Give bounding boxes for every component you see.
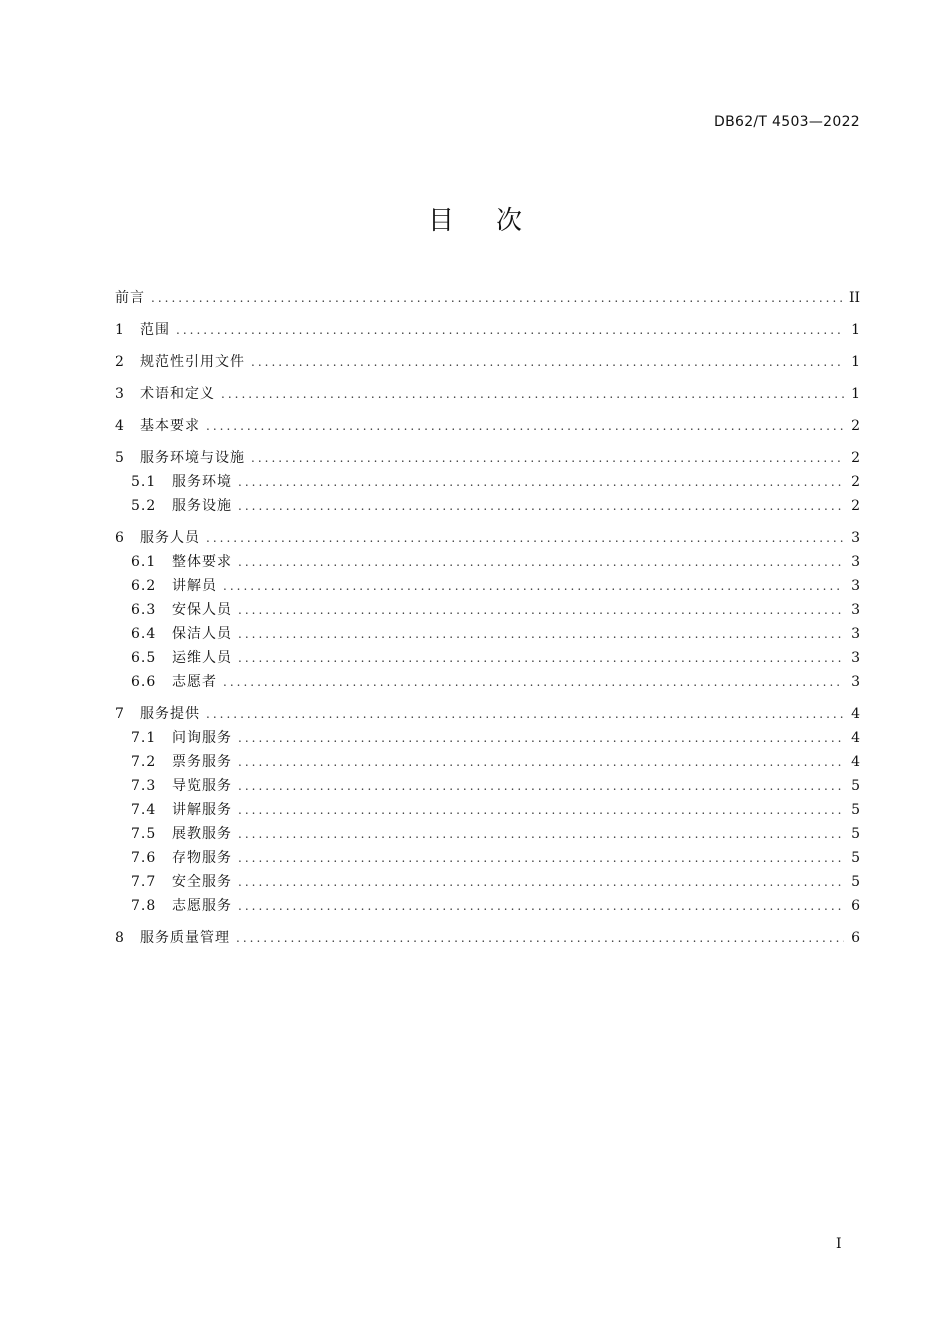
toc-entry-number: 2	[115, 354, 124, 370]
toc-entry-label: 服务人员	[140, 530, 200, 546]
toc-dot-leader	[238, 550, 844, 574]
toc-entry-page: 2	[851, 474, 860, 490]
toc-entry[interactable]	[115, 574, 860, 598]
toc-dot-leader	[223, 670, 844, 694]
toc-entry-label: 讲解服务	[172, 802, 232, 818]
toc-entry-label: 安保人员	[172, 602, 232, 618]
toc-entry-page: 3	[851, 626, 860, 642]
toc-dot-leader	[238, 894, 844, 918]
toc-entry[interactable]	[115, 646, 860, 670]
toc-entry-number: 7.4	[131, 802, 157, 818]
toc-entry-label: 存物服务	[172, 850, 232, 866]
toc-entry[interactable]	[115, 750, 860, 774]
toc-entry-label: 服务设施	[172, 498, 232, 514]
toc-entry[interactable]	[115, 494, 860, 518]
toc-entry[interactable]	[115, 726, 860, 750]
toc-dot-leader	[151, 286, 843, 310]
toc-entry-page: 3	[851, 674, 860, 690]
toc-dot-leader	[238, 622, 844, 646]
toc-entry-number: 7.2	[131, 754, 157, 770]
toc-entry-page: 3	[851, 650, 860, 666]
document-code: DB62/T 4503—2022	[714, 114, 860, 130]
toc-entry-number: 3	[115, 386, 124, 402]
toc-entry-number: 6.1	[131, 554, 157, 570]
toc-entry[interactable]	[115, 382, 860, 406]
toc-entry-page: 2	[851, 450, 860, 466]
toc-entry-page: 5	[851, 802, 860, 818]
toc-entry[interactable]	[115, 894, 860, 918]
toc-entry-page: 2	[851, 498, 860, 514]
toc-entry-number: 5.2	[131, 498, 157, 514]
toc-entry-label: 安全服务	[172, 874, 232, 890]
toc-entry-label: 整体要求	[172, 554, 232, 570]
toc-entry[interactable]	[115, 798, 860, 822]
toc-dot-leader	[176, 318, 844, 342]
toc-entry[interactable]	[115, 870, 860, 894]
toc-dot-leader	[238, 726, 844, 750]
toc-entry-label: 运维人员	[172, 650, 232, 666]
toc-entry-number: 6	[115, 530, 124, 546]
toc-entry-page: 5	[851, 826, 860, 842]
toc-dot-leader	[206, 414, 844, 438]
toc-entry-number: 7.1	[131, 730, 157, 746]
toc-dot-leader	[238, 646, 844, 670]
toc-entry-label: 基本要求	[140, 418, 200, 434]
toc-dot-leader	[223, 574, 844, 598]
toc-entry[interactable]	[115, 446, 860, 470]
toc-entry-number: 1	[115, 322, 124, 338]
toc-dot-leader	[251, 446, 844, 470]
toc-dot-leader	[251, 350, 844, 374]
toc-entry-label: 讲解员	[172, 578, 217, 594]
toc-entry-page: 5	[851, 874, 860, 890]
toc-entry-page: II	[848, 290, 860, 306]
toc-dot-leader	[236, 926, 844, 950]
toc-entry-number: 6.4	[131, 626, 157, 642]
toc-entry-number: 7.7	[131, 874, 157, 890]
toc-entry-number: 6.3	[131, 602, 157, 618]
toc-entry-label: 保洁人员	[172, 626, 232, 642]
toc-entry[interactable]	[115, 550, 860, 574]
toc-entry[interactable]	[115, 670, 860, 694]
toc-entry-page: 4	[851, 754, 860, 770]
toc-entry-number: 8	[115, 930, 124, 946]
toc-entry-number: 7.6	[131, 850, 157, 866]
toc-entry[interactable]	[115, 846, 860, 870]
footer-page-number: I	[836, 1236, 842, 1252]
toc-entry-page: 5	[851, 850, 860, 866]
toc-entry[interactable]	[115, 350, 860, 374]
toc-entry-page: 1	[851, 322, 860, 338]
toc-entry[interactable]	[115, 526, 860, 550]
toc-dot-leader	[206, 702, 844, 726]
toc-entry-page: 4	[851, 730, 860, 746]
toc-entry-number: 6.2	[131, 578, 157, 594]
toc-entry-label: 服务环境	[172, 474, 232, 490]
toc-entry[interactable]	[115, 318, 860, 342]
toc-entry-page: 6	[851, 930, 860, 946]
toc-entry[interactable]	[115, 702, 860, 726]
toc-entry-label: 服务环境与设施	[140, 450, 245, 466]
table-of-contents	[115, 286, 860, 950]
toc-entry-page: 3	[851, 602, 860, 618]
toc-dot-leader	[238, 822, 844, 846]
toc-entry-number: 5.1	[131, 474, 157, 490]
toc-entry-page: 3	[851, 578, 860, 594]
toc-entry[interactable]	[115, 414, 860, 438]
toc-entry[interactable]	[115, 622, 860, 646]
toc-entry-number: 4	[115, 418, 124, 434]
toc-entry-page: 4	[851, 706, 860, 722]
toc-dot-leader	[238, 774, 844, 798]
toc-entry-label: 志愿服务	[172, 898, 232, 914]
toc-entry-page: 2	[851, 418, 860, 434]
page-title: 目次	[427, 206, 564, 236]
toc-entry-label: 范围	[140, 322, 170, 338]
toc-entry-number: 6.6	[131, 674, 157, 690]
toc-entry[interactable]	[115, 774, 860, 798]
toc-entry-label: 服务质量管理	[140, 930, 230, 946]
toc-entry-label: 导览服务	[172, 778, 232, 794]
toc-dot-leader	[206, 526, 844, 550]
toc-entry-number: 7.8	[131, 898, 157, 914]
toc-dot-leader	[238, 750, 844, 774]
toc-entry-label: 问询服务	[172, 730, 232, 746]
toc-entry-label: 术语和定义	[140, 386, 215, 402]
toc-entry-number: 6.5	[131, 650, 157, 666]
toc-dot-leader	[238, 494, 844, 518]
toc-entry-page: 3	[851, 530, 860, 546]
toc-entry-label: 票务服务	[172, 754, 232, 770]
toc-entry-label: 展教服务	[172, 826, 232, 842]
toc-entry-number: 7	[115, 706, 124, 722]
toc-dot-leader	[238, 846, 844, 870]
toc-entry-label: 志愿者	[172, 674, 217, 690]
toc-entry-number: 7.5	[131, 826, 157, 842]
toc-entry-label: 前言	[115, 290, 145, 306]
toc-entry-page: 3	[851, 554, 860, 570]
toc-dot-leader	[238, 598, 844, 622]
toc-entry[interactable]	[115, 286, 860, 310]
toc-dot-leader	[221, 382, 844, 406]
toc-entry[interactable]	[115, 822, 860, 846]
toc-dot-leader	[238, 870, 844, 894]
toc-entry-label: 服务提供	[140, 706, 200, 722]
toc-entry-number: 7.3	[131, 778, 157, 794]
toc-entry-page: 1	[851, 354, 860, 370]
toc-entry-page: 6	[851, 898, 860, 914]
toc-entry[interactable]	[115, 598, 860, 622]
toc-entry-label: 规范性引用文件	[140, 354, 245, 370]
toc-entry[interactable]	[115, 470, 860, 494]
toc-entry-page: 5	[851, 778, 860, 794]
toc-entry[interactable]	[115, 926, 860, 950]
toc-dot-leader	[238, 470, 844, 494]
toc-entry-page: 1	[851, 386, 860, 402]
toc-dot-leader	[238, 798, 844, 822]
toc-entry-number: 5	[115, 450, 124, 466]
